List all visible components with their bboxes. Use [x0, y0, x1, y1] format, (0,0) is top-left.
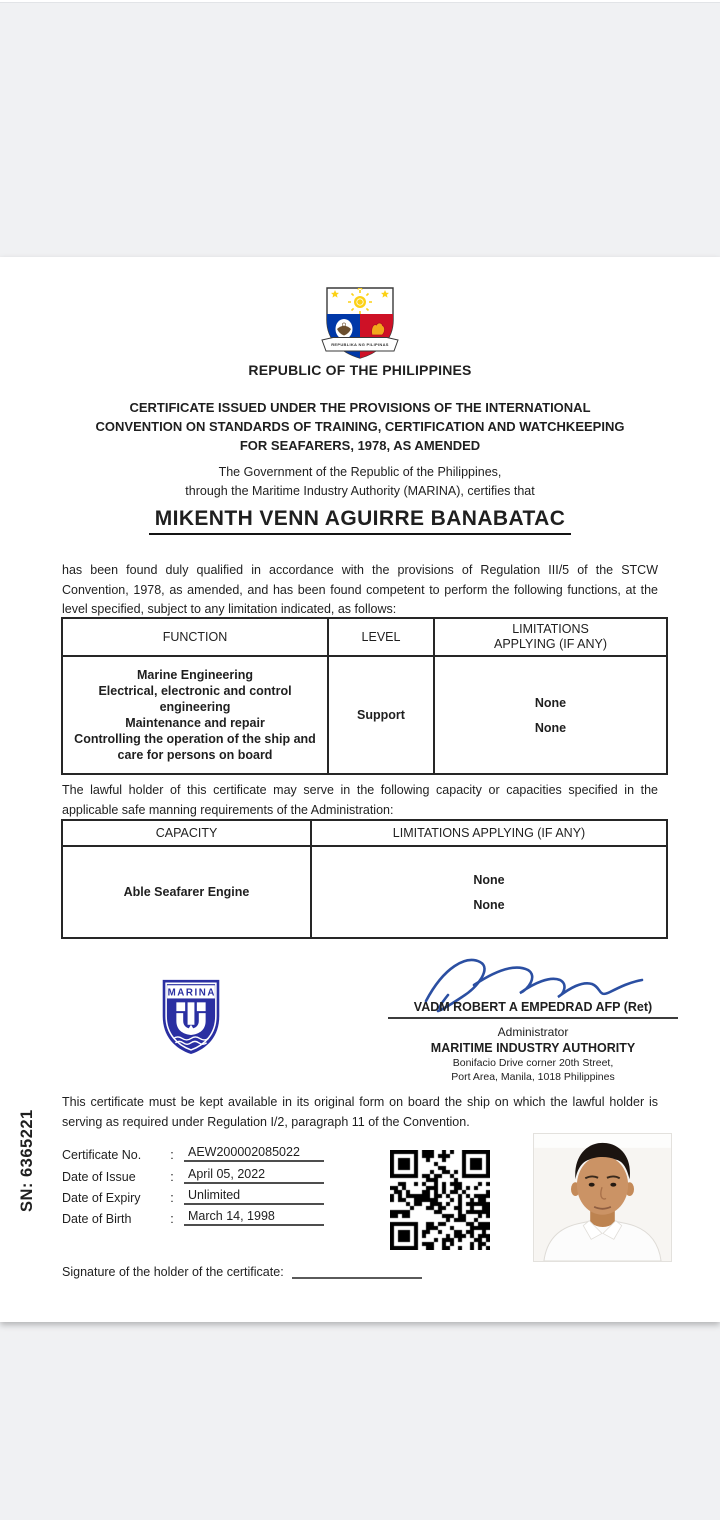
certificate-title-line: CONVENTION ON STANDARDS OF TRAINING, CERTIFICATION AND WATCHKEEPING: [95, 419, 625, 434]
capacity-cell: Able Seafarer Engine: [62, 846, 311, 938]
capacity-limitations-cell: [311, 846, 667, 938]
certificate-page: [0, 257, 720, 1322]
certifying-statement-line: The Government of the Republic of the Philippines,: [218, 465, 502, 479]
holder-portrait-photo: [533, 1133, 672, 1262]
date-of-birth-value: March 14, 1998: [184, 1209, 324, 1226]
seal-banner-text: REPUBLIKA NG PILIPINAS: [331, 342, 389, 347]
detail-row-date-of-expiry: [62, 1184, 362, 1205]
detail-row-date-of-issue: [62, 1162, 362, 1183]
functions-table-row: [62, 656, 667, 774]
holder-name-row: [0, 507, 720, 535]
country-title: REPUBLIC OF THE PHILIPPINES: [248, 362, 472, 378]
detail-separator: :: [170, 1169, 174, 1184]
certifying-statement-line: through the Maritime Industry Authority (MARINA), certifies that: [185, 484, 535, 498]
certificate-number-value: AEW200002085022: [184, 1145, 324, 1162]
functions-col-header-function: FUNCTION: [62, 618, 328, 656]
holder-name: MIKENTH VENN AGUIRRE BANABATAC: [149, 507, 572, 535]
capacity-table-row: [62, 846, 667, 938]
certificate-title-line: FOR SEAFARERS, 1978, AS AMENDED: [239, 438, 481, 453]
detail-separator: :: [170, 1148, 174, 1163]
function-limitations-cell: [434, 656, 667, 774]
marina-logo-label: MARINA: [167, 987, 216, 999]
signatory-name: VADM ROBERT A EMPEDRAD AFP (Ret): [388, 1000, 678, 1019]
holder-signature-row: [62, 1264, 422, 1279]
capacity-col-header: CAPACITY: [62, 820, 311, 846]
functions-table: [61, 617, 668, 775]
functions-col-header-limitations: LIMITATIONS APPLYING (IF ANY): [434, 618, 667, 656]
serial-number: SN: 6365221: [18, 1109, 36, 1212]
limitation-value: None: [534, 695, 567, 710]
function-cell: [62, 656, 328, 774]
limitation-value: None: [473, 897, 505, 912]
capacity-paragraph: The lawful holder of this certificate may serve in the following capacity or capacities specified in the applicable safe manning requirements of the Administration:: [62, 783, 658, 817]
detail-row-date-of-birth: [62, 1205, 362, 1226]
marina-logo-icon: [155, 976, 227, 1056]
certificate-details: [62, 1141, 362, 1226]
detail-separator: :: [170, 1190, 174, 1205]
function-item: Controlling the operation of the ship and care for persons on board: [74, 732, 316, 762]
detail-label: Date of Expiry: [62, 1190, 141, 1205]
date-of-issue-value: April 05, 2022: [184, 1167, 324, 1184]
detail-label: Date of Birth: [62, 1212, 132, 1227]
certificate-title-line: CERTIFICATE ISSUED UNDER THE PROVISIONS OF THE INTERNATIONAL: [129, 400, 591, 415]
intro-paragraph: has been found duly qualified in accordance with the provisions of Regulation III/5 of the STCW Convention, 1978, as amended, and has been found competent to perform the following functions, at the level specified, subject to any limitation indicated, as follows:: [62, 563, 658, 616]
holder-signature-blank-line: [292, 1264, 422, 1279]
detail-row-certificate-no: [62, 1141, 362, 1162]
serial-number-wrap: [18, 1102, 38, 1212]
functions-col-header-level: LEVEL: [328, 618, 434, 656]
signatory-title: Administrator: [497, 1025, 569, 1039]
certifying-statement: [0, 463, 720, 501]
capacity-table: [61, 819, 668, 939]
limitation-value: None: [473, 872, 505, 887]
holder-signature-label: Signature of the holder of the certificate:: [62, 1265, 284, 1279]
signatory-address: Bonifacio Drive corner 20th Street, Port Area, Manila, 1018 Philippines: [451, 1057, 615, 1083]
detail-label: Date of Issue: [62, 1169, 136, 1184]
signatory-organization: MARITIME INDUSTRY AUTHORITY: [430, 1041, 636, 1055]
qr-code: [390, 1150, 490, 1250]
capacity-limitations-col-header: LIMITATIONS APPLYING (IF ANY): [311, 820, 667, 846]
signatory-block: [388, 951, 678, 1084]
function-item: Electrical, electronic and control engineering: [98, 684, 292, 714]
level-cell: Support: [328, 656, 434, 774]
keep-available-paragraph: This certificate must be kept available in its original form on board the ship on which the lawful holder is serving as required under Regulation I/2, paragraph 11 of the Convention.: [62, 1095, 658, 1129]
top-strip: [0, 0, 720, 3]
certificate-title: [0, 398, 720, 455]
date-of-expiry-value: Unlimited: [184, 1188, 324, 1205]
limitation-value: None: [534, 720, 567, 735]
detail-label: Certificate No.: [62, 1148, 142, 1163]
philippine-coat-of-arms-icon: [318, 281, 402, 361]
function-item: Maintenance and repair: [125, 716, 265, 730]
function-item: Marine Engineering: [137, 668, 253, 682]
detail-separator: :: [170, 1212, 174, 1227]
